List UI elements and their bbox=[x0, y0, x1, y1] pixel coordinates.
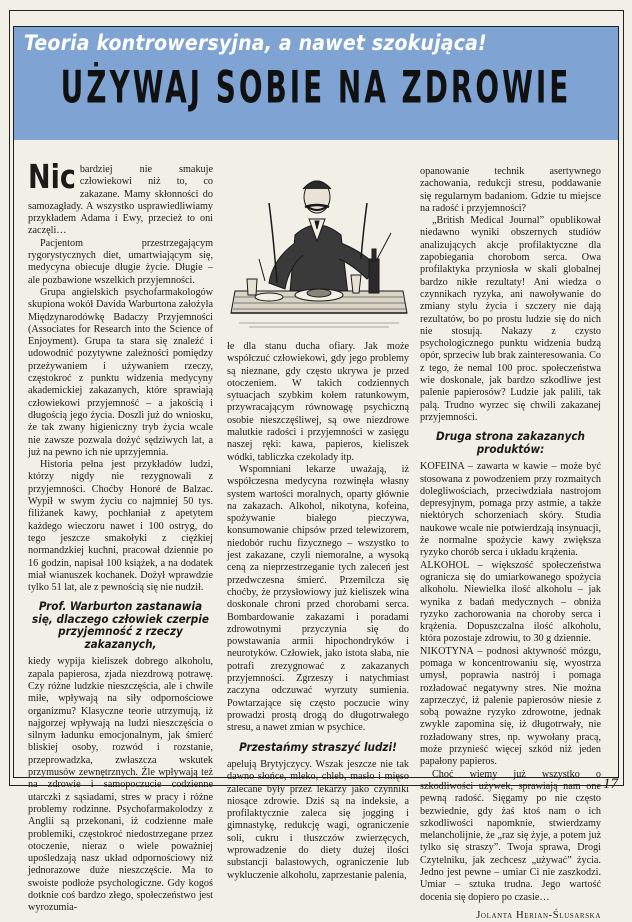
subheading: Przestańmy straszyć ludzi! bbox=[239, 739, 397, 754]
engraving-icon bbox=[229, 163, 409, 335]
headline: UŻYWAJ SOBIE NA ZDROWIE bbox=[60, 62, 572, 115]
paragraph: Pacjentom przestrzegającym rygorystycznych diet, umartwiającym się, medycyna obiecuje długie życie. Długie – ale pozbawione wszelkich przyjemności. bbox=[28, 237, 213, 286]
paragraph: KOFEINA – zawarta w kawie – może być stosowana z powodzeniem przy rozmaitych dolegliwościach, przeciwdziała nastrojom depresyjnym, pomaga przy astmie, a także niektórych schorzeniach skóry. Studia naukowe wcale nie potwierdzają insynuacji, że normalne spożycie kawy zwiększa ryzyko chorób serca i układu krążenia. bbox=[420, 461, 601, 559]
paragraph: Historia pełna jest przykładów ludzi, którzy nigdy nie rezygnowali z przyjemności. Choćby Honoré de Balzac. Wypił w swym życiu co najmniej 50 tys. filiżanek kawy, pochłaniał z apetytem każdego wieczoru nawet i 100 ostryg, do tego jeszcze smakołyki z ciężkiej normandzkiej kuchni, pracował dziennie po 16 godzin, napisał 100 książek, a na dodatek miał wianuszek kochanek. Dożył wprawdzie tylko 51 lat, ale z pewnością się nie nudził. bbox=[28, 459, 213, 594]
paragraph: „British Medical Journal” opublikował niedawno wyniki obszernych studiów analizujących akcje profilaktyczne dla zapobiegania chorobom serca. Owa profilaktyka przyniosła w skali globalnej bardzo nikłe rezultaty! Ani wiedza o czynnikach ryzyka, ani nawoływanie do zmiany stylu życia i szczery nie dają rezultatów, bo po prostu ludzie się do nich nie stosują. Nakazy z czysto psychologicznego punktu widzenia budzą opór, sprzeciw lub brak zainteresowania. Co z tego, że nemal 100 proc. społeczeństwa wie doskonale, jak bardzo szkodliwe jest palenie papierosów? Ludzie jak palili, tak palą. Trudno wyrzec się chwili zakazanej przyjemności. bbox=[420, 215, 601, 423]
paragraph: kiedy wypija kieliszek dobrego alkoholu, zapala papierosa, zjada niezdrową potrawę. Czy różne ludzkie nieszczęścia, ale i chwile miłe, wpływają na siły odpornościowe organizmu? Klasyczne teorie utrzymują, iż najgorzej wpływają na ludzi nieszczęścia o silnym ładunku emocjonalnym, jak śmierć bliskiej osoby, rozwód i rozstanie, przeprowadzka, zwłaszcza wskutek przymusów zewnętrznych. Źle wpływają też na zdrowie i samopoczucie codzienne utarczki z sąsiadami, stres w pracy i różne problemy rodzinne. Psychofarmakolodzy z Anglii są przekonani, iż codzienne małe problemiki, częstokroć niedostrzegane przez otoczenie, nieraz o wiele poważniej upośledzają nasz układ odpornościowy niż jednorazowe duże nieszczęście. Ma to swoiste podłoże psychologiczne. Gdy kogoś dotknie coś bardzo złego, społeczeństwo jest wyrozumia- bbox=[28, 656, 213, 914]
lead-text: bardziej nie smakuje człowiekowi niż to, co zakazane. Mamy skłonności do samozagłady. A wszystko usprawiedliwiamy przykładem Adama i Ewy, przecież to oni zaczęli… bbox=[28, 164, 213, 237]
article-column-2 bbox=[227, 341, 409, 882]
subheading: Prof. Warburton zastanawia się, dlaczego człowiek czerpie przyjemność z rzeczy zakazanych, bbox=[32, 599, 209, 651]
drop-cap: Nic bbox=[28, 158, 76, 197]
paragraph: łe dla stanu ducha ofiary. Jak może współczuć człowiekowi, gdy jego problemy są nieznane, gdy często ukrywa je przed otoczeniem. W takich codziennych sytuacjach szybkim kołem ratunkowym, przywracającym równowagę psychiczną osobie nieszczęśliwej, są owe niezdrowe malutkie radości i przyjemności w zasięgu naszej ręki: kawa, papieros, kieliszek wódki, tabliczka czekolady itp. bbox=[227, 341, 409, 463]
article-column-3 bbox=[420, 166, 601, 922]
author-signature: Jolanta Herian-Ślusarska bbox=[476, 909, 601, 921]
paragraph: Grupa angielskich psychofarmakologów skupiona wokół Davida Warburtona założyła Międzynarodówkę Badaczy Przyjemności (Associates for Research into the Science of Enjoyment). Grupa ta stara się znaleźć i udowodnić pozytywne zależności pomiędzy przeżywaniem i używaniem rzeczy, częstokroć z punktu widzenia medycyny akademickiej zakazanych, które sprawiają człowiekowi przyjemność – a jakością i długością jego życia. Doszli już do wniosku, że tak zwany higieniczny tryb życia wcale nie zawsze pozwala dożyć sędziwych lat, a już na pewno ich nie uprzyjemnia. bbox=[28, 286, 213, 458]
paragraph: Choć wiemy już wszystko o szkodliwości używek, sprawiają nam one pewną radość. Sięgamy po nie często bezwiednie, gdy żaś ktoś nam o ich szkodliwości napomknie, stwierdzamy melancholijnie, że „raz się żyje, a potem już tylko się straszy”. Twoja sprawa, Drogi Czytelniku, jak zechcesz „używać” życia. Jedno jest pewne – umiar Ci nie zaszkodzi. Umiar – sztuka trudna. Jego wartość docenia się dopiero po czasie… bbox=[420, 768, 601, 903]
lead-paragraph bbox=[28, 158, 213, 238]
subheading: Druga strona zakazanych produktów: bbox=[436, 429, 585, 456]
page-number: 17 bbox=[603, 776, 618, 792]
paragraph: apelują Brytyjczycy. Wszak jeszcze nie tak dawno słońce, mleko, chleb, masło i mięso zalecane były przez lekarzy jako czynniki niosące zdrowie. Dziś są na indeksie, a profilaktycznie zaleca się jogging i gimnastykę, redukcję wagi, ograniczenie soli, cukru i tłuszczów zwierzęcych, wprowadzenie do diety dużej ilości substancji balastowych, ograniczenie lub wykluczenie alkoholu, zaprzestanie palenia, bbox=[227, 759, 409, 881]
paragraph: NIKOTYNA – podnosi aktywność mózgu, pomaga w koncentrowaniu się, wyostrza umysł, poprawia nastrój i pomaga rozładować negatywny stres. Nie można zaprzeczyć, iż palenie papierosów niesie z sobą poważne ryzyko zdrowotne, jednak zwykle zapomina się, iż długotrwały, nie rozładowany stres, np. wywołany pracą, może przynieść więcej szkód niż jeden papałony papieros. bbox=[420, 645, 601, 768]
paragraph: ALKOHOL – większość społeczeństwa ogranicza się do umiarkowanego spożycia alkoholu. Niewielka ilość alkoholu – jak wynika z badań medycznych – obniża ryzyko zachorowania na choroby serca i krążenia. Dopuszczalna ilość alkoholu, która pozostaje zdrowiu, to 30 g dziennie. bbox=[420, 559, 601, 645]
article-column-1 bbox=[28, 158, 213, 915]
paragraph: Wspomniani lekarze uważają, iż współczesna medycyna rozwinęła własny system wartości moralnych, oparty głównie na zakazach. Alkohol, nikotyna, kofeina, spożywanie białego pieczywa, konsumowanie chipsów przed telewizorem, niedobór ruchu fizycznego – wszystko to jest zakazane, czyli niemoralne, a wysoką ceną za nieprzestrzeganie tych zaleceń jest przedwczesna śmierć. Przemilcza się choćby, że przysłowiowy już kieliszek wina doskonale chroni przed chorobami serca. Bombardowanie zakazami i poradami zdrowotnymi przyczynia się do powstawania armii hipochondryków i neurotyków. Człowiek, jako istota słaba, nie potrafi zrezygnować z zakazanych przyjemności. Zgrzeszy i natychmiast zaczyna odczuwać wyrzuty sumienia. Powtarzające się często poczucie winy prowadzi prostą drogą do długotrwałego stresu, a nawet zmian w psychice. bbox=[227, 463, 409, 734]
kicker-title: Teoria kontrowersyjna, a nawet szokująca! bbox=[24, 31, 487, 55]
man-eating-illustration bbox=[229, 163, 409, 335]
paragraph: opanowanie technik asertywnego zachowania, redukcji stresu, poddawanie się regularnym badaniom. Gdzie tu miejsce na radość i przyjemności? bbox=[420, 166, 601, 214]
